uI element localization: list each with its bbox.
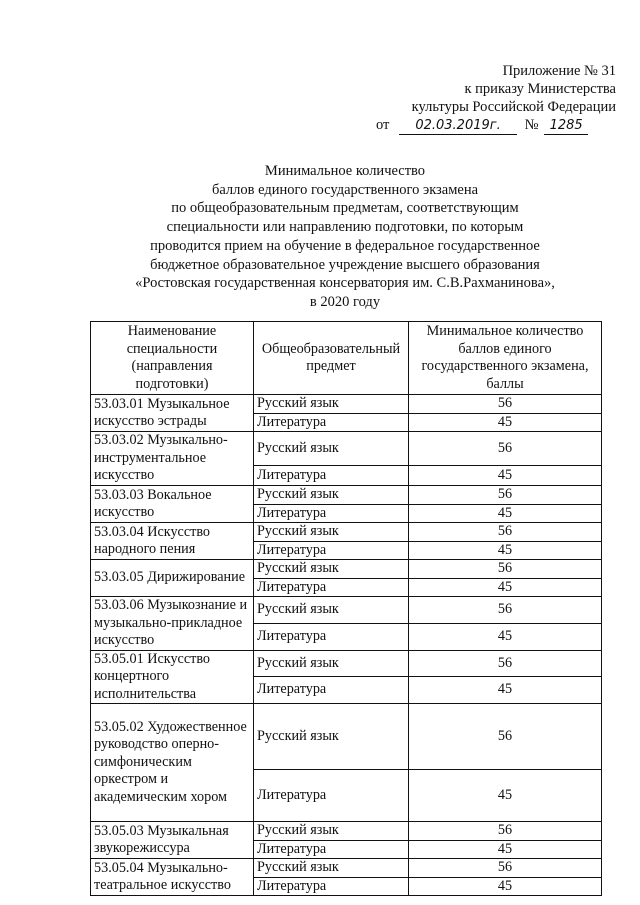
- subject-cell: Литература: [254, 840, 409, 859]
- subject-cell: Литература: [254, 413, 409, 432]
- table-row: [91, 650, 602, 677]
- subject-cell: Русский язык: [254, 704, 409, 770]
- subject-cell: Литература: [254, 623, 409, 650]
- score-cell: 45: [409, 840, 602, 859]
- appendix-date-line: [376, 116, 616, 135]
- score-cell: 56: [409, 395, 602, 414]
- score-cell: 56: [409, 704, 602, 770]
- specialty-cell: 53.03.02 Музыкально-инструментальное искусство: [91, 432, 254, 486]
- subject-cell: Литература: [254, 541, 409, 560]
- score-cell: 45: [409, 413, 602, 432]
- specialty-cell: 53.03.01 Музыкальное искусство эстрады: [91, 395, 254, 432]
- subject-cell: Литература: [254, 466, 409, 486]
- table-body: [91, 395, 602, 896]
- date-prefix: от: [376, 117, 390, 133]
- score-cell: 56: [409, 859, 602, 878]
- header-specialty: Наименование специальности (направления подготовки): [91, 322, 254, 395]
- subject-cell: Русский язык: [254, 432, 409, 466]
- subject-cell: Русский язык: [254, 395, 409, 414]
- score-cell: 45: [409, 623, 602, 650]
- subject-cell: Русский язык: [254, 560, 409, 579]
- title-line: специальности или направлению подготовки, по которым: [166, 219, 524, 236]
- table-row: [91, 523, 602, 542]
- table-row: [91, 597, 602, 624]
- specialty-cell: 53.03.05 Дирижирование: [91, 560, 254, 597]
- handwritten-number: 1285: [544, 118, 588, 135]
- specialty-cell: 53.03.04 Искусство народного пения: [91, 523, 254, 560]
- subject-cell: Русский язык: [254, 650, 409, 677]
- score-cell: 56: [409, 650, 602, 677]
- table-row: [91, 486, 602, 505]
- appendix-order-ref: к приказу Министерства: [464, 81, 616, 97]
- score-cell: 45: [409, 541, 602, 560]
- score-cell: 56: [409, 597, 602, 624]
- title-line: бюджетное образовательное учреждение высшего образования: [150, 256, 540, 273]
- subject-cell: Русский язык: [254, 822, 409, 841]
- specialty-cell: 53.03.06 Музыкознание и музыкально-прикладное искусство: [91, 597, 254, 651]
- title-line: баллов единого государственного экзамена: [211, 181, 479, 198]
- subject-cell: Русский язык: [254, 597, 409, 624]
- score-cell: 45: [409, 504, 602, 523]
- specialty-cell: 53.05.04 Музыкально-театральное искусство: [91, 859, 254, 896]
- appendix-header: [376, 62, 616, 135]
- subject-cell: Русский язык: [254, 859, 409, 878]
- header-subject: Общеобразовательный предмет: [254, 322, 409, 395]
- subject-cell: Литература: [254, 677, 409, 704]
- table-row: [91, 704, 602, 770]
- subject-cell: Литература: [254, 504, 409, 523]
- scores-table: [90, 321, 602, 896]
- score-cell: 45: [409, 578, 602, 597]
- appendix-ministry: культуры Российской Федерации: [411, 99, 616, 115]
- title-line: проводится прием на обучение в федеральное государственное: [150, 237, 540, 254]
- specialty-cell: 53.05.03 Музыкальная звукорежиссура: [91, 822, 254, 859]
- table-row: [91, 432, 602, 466]
- subject-cell: Литература: [254, 877, 409, 896]
- table-header-row: [91, 322, 602, 395]
- table-row: [91, 560, 602, 579]
- specialty-cell: 53.05.01 Искусство концертного исполнительства: [91, 650, 254, 704]
- table-row: [91, 822, 602, 841]
- specialty-cell: 53.05.02 Художественное руководство оперно-симфоническим оркестром и академическим хором: [91, 704, 254, 822]
- handwritten-date: 02.03.2019г.: [399, 118, 517, 135]
- subject-cell: Русский язык: [254, 486, 409, 505]
- number-prefix: №: [524, 117, 539, 133]
- table-row: [91, 859, 602, 878]
- score-cell: 56: [409, 523, 602, 542]
- document-title: [95, 162, 595, 312]
- subject-cell: Русский язык: [254, 523, 409, 542]
- score-cell: 56: [409, 486, 602, 505]
- score-cell: 45: [409, 877, 602, 896]
- header-min-score: Минимальное количество баллов единого государственного экзамена, баллы: [409, 322, 602, 395]
- title-line: в 2020 году: [309, 293, 381, 310]
- score-cell: 45: [409, 466, 602, 486]
- subject-cell: Литература: [254, 578, 409, 597]
- appendix-number: Приложение № 31: [502, 63, 616, 79]
- subject-cell: Литература: [254, 770, 409, 822]
- score-cell: 45: [409, 677, 602, 704]
- score-cell: 56: [409, 822, 602, 841]
- title-line: Минимальное количество: [264, 163, 426, 179]
- specialty-cell: 53.03.03 Вокальное искусство: [91, 486, 254, 523]
- title-line: «Ростовская государственная консерватория им. С.В.Рахманинова»,: [135, 275, 555, 292]
- table-row: [91, 395, 602, 414]
- score-cell: 56: [409, 432, 602, 466]
- title-line: по общеобразовательным предметам, соответствующим: [171, 200, 519, 217]
- score-cell: 56: [409, 560, 602, 579]
- score-cell: 45: [409, 770, 602, 822]
